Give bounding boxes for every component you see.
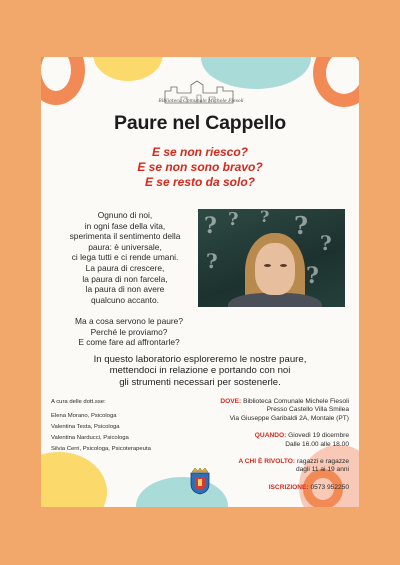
girl-question-marks-photo <box>198 209 345 307</box>
municipal-crest-icon <box>189 467 211 495</box>
question-mark-icon: ? <box>260 209 270 226</box>
lead-line: gli strumenti necessari per sostenerle. <box>119 376 281 388</box>
question-mark-icon: ? <box>228 209 239 230</box>
who-label: A CHI È RIVOLTO: <box>238 458 296 466</box>
info-block <box>191 398 349 492</box>
intro-line: la paura di non avere <box>85 284 165 295</box>
question-mark-icon: ? <box>204 213 217 239</box>
girl-eye-left <box>264 264 271 267</box>
lead-line: In questo laboratorio esploreremo le nostre paure, <box>93 354 307 365</box>
question-mark-icon: ? <box>320 231 332 255</box>
signup-line <box>191 484 349 492</box>
question-line: Perché le proviamo? <box>90 326 168 337</box>
question-mark-icon: ? <box>206 249 218 273</box>
question-line: Ma a cosa servono le paure? <box>74 316 183 326</box>
question-mark-icon: ? <box>306 263 319 289</box>
question-2: E se non sono bravo? <box>137 160 263 174</box>
question-1: E se non riesco? <box>151 145 249 159</box>
intro-line: La paura di crescere, <box>85 262 165 273</box>
library-logo-caption: Biblioteca Comunale Michele Fiesoli <box>158 99 244 104</box>
girl-face <box>255 243 295 295</box>
where-value: Biblioteca Comunale Michele Fiesoli <box>243 398 349 405</box>
decor-blob-orange-top-right <box>313 57 359 107</box>
intro-line: in ogni fase della vita, <box>84 220 166 231</box>
intro-line: sperimenta il sentimento della <box>69 231 181 242</box>
intro-paragraph <box>55 210 195 305</box>
questions-paragraph <box>49 316 209 348</box>
curators-block <box>51 397 181 455</box>
who-line-2: dagli 11 ai 19 anni <box>295 466 349 474</box>
when-value: Giovedì 19 dicembre <box>288 432 349 440</box>
signup-label: ISCRIZIONE: <box>268 483 309 491</box>
lead-line: mettendoci in relazione e portando con noi <box>109 365 291 377</box>
question-line: E come fare ad affrontarle? <box>78 337 180 348</box>
intro-line: paura: è universale, <box>88 241 162 252</box>
who-line-1 <box>191 458 349 466</box>
curator-name: Valentina Testa, Psicologa <box>51 424 120 430</box>
decor-blob-yellow-bottom-left <box>41 452 107 507</box>
where-line-2: Presso Castello Villa Smilea <box>266 406 349 414</box>
curator-name: Elena Morano, Psicologa <box>51 413 117 419</box>
when-label: QUANDO: <box>254 432 287 440</box>
question-3: E se resto da solo? <box>144 175 256 189</box>
when-line-2: Dalle 16.00 alle 18.00 <box>285 440 349 448</box>
question-mark-icon: ? <box>294 211 309 240</box>
where-label: DOVE: <box>220 398 242 405</box>
when-line-1 <box>191 432 349 440</box>
intro-line: Ognuno di noi, <box>97 210 153 220</box>
girl-eye-right <box>280 264 287 267</box>
decor-blob-yellow-top <box>93 57 163 81</box>
who-value: ragazzi e ragazze <box>296 458 349 466</box>
intro-line: qualcuno accanto. <box>91 294 159 305</box>
poster-title: Paure nel Cappello <box>114 112 286 134</box>
intro-line: la paura di non farcela, <box>82 273 168 284</box>
intro-line: ci lega tutti e ci rende umani. <box>71 252 179 263</box>
girl-shoulders <box>228 293 322 307</box>
curators-heading: A cura delle dott.sse: <box>51 399 106 405</box>
signup-value: 0573 952250 <box>310 483 349 491</box>
event-poster <box>41 57 359 507</box>
curator-name: Valentina Narducci, Psicologa <box>51 435 129 441</box>
lead-paragraph <box>51 354 349 388</box>
where-line-1 <box>191 398 349 406</box>
where-line-3: Via Giuseppe Garibaldi 2A, Montale (PT) <box>229 414 349 422</box>
curator-name: Silvia Cerri, Psicologa, Psicoterapeuta <box>51 446 151 452</box>
decor-blob-orange-top-left <box>41 57 85 105</box>
